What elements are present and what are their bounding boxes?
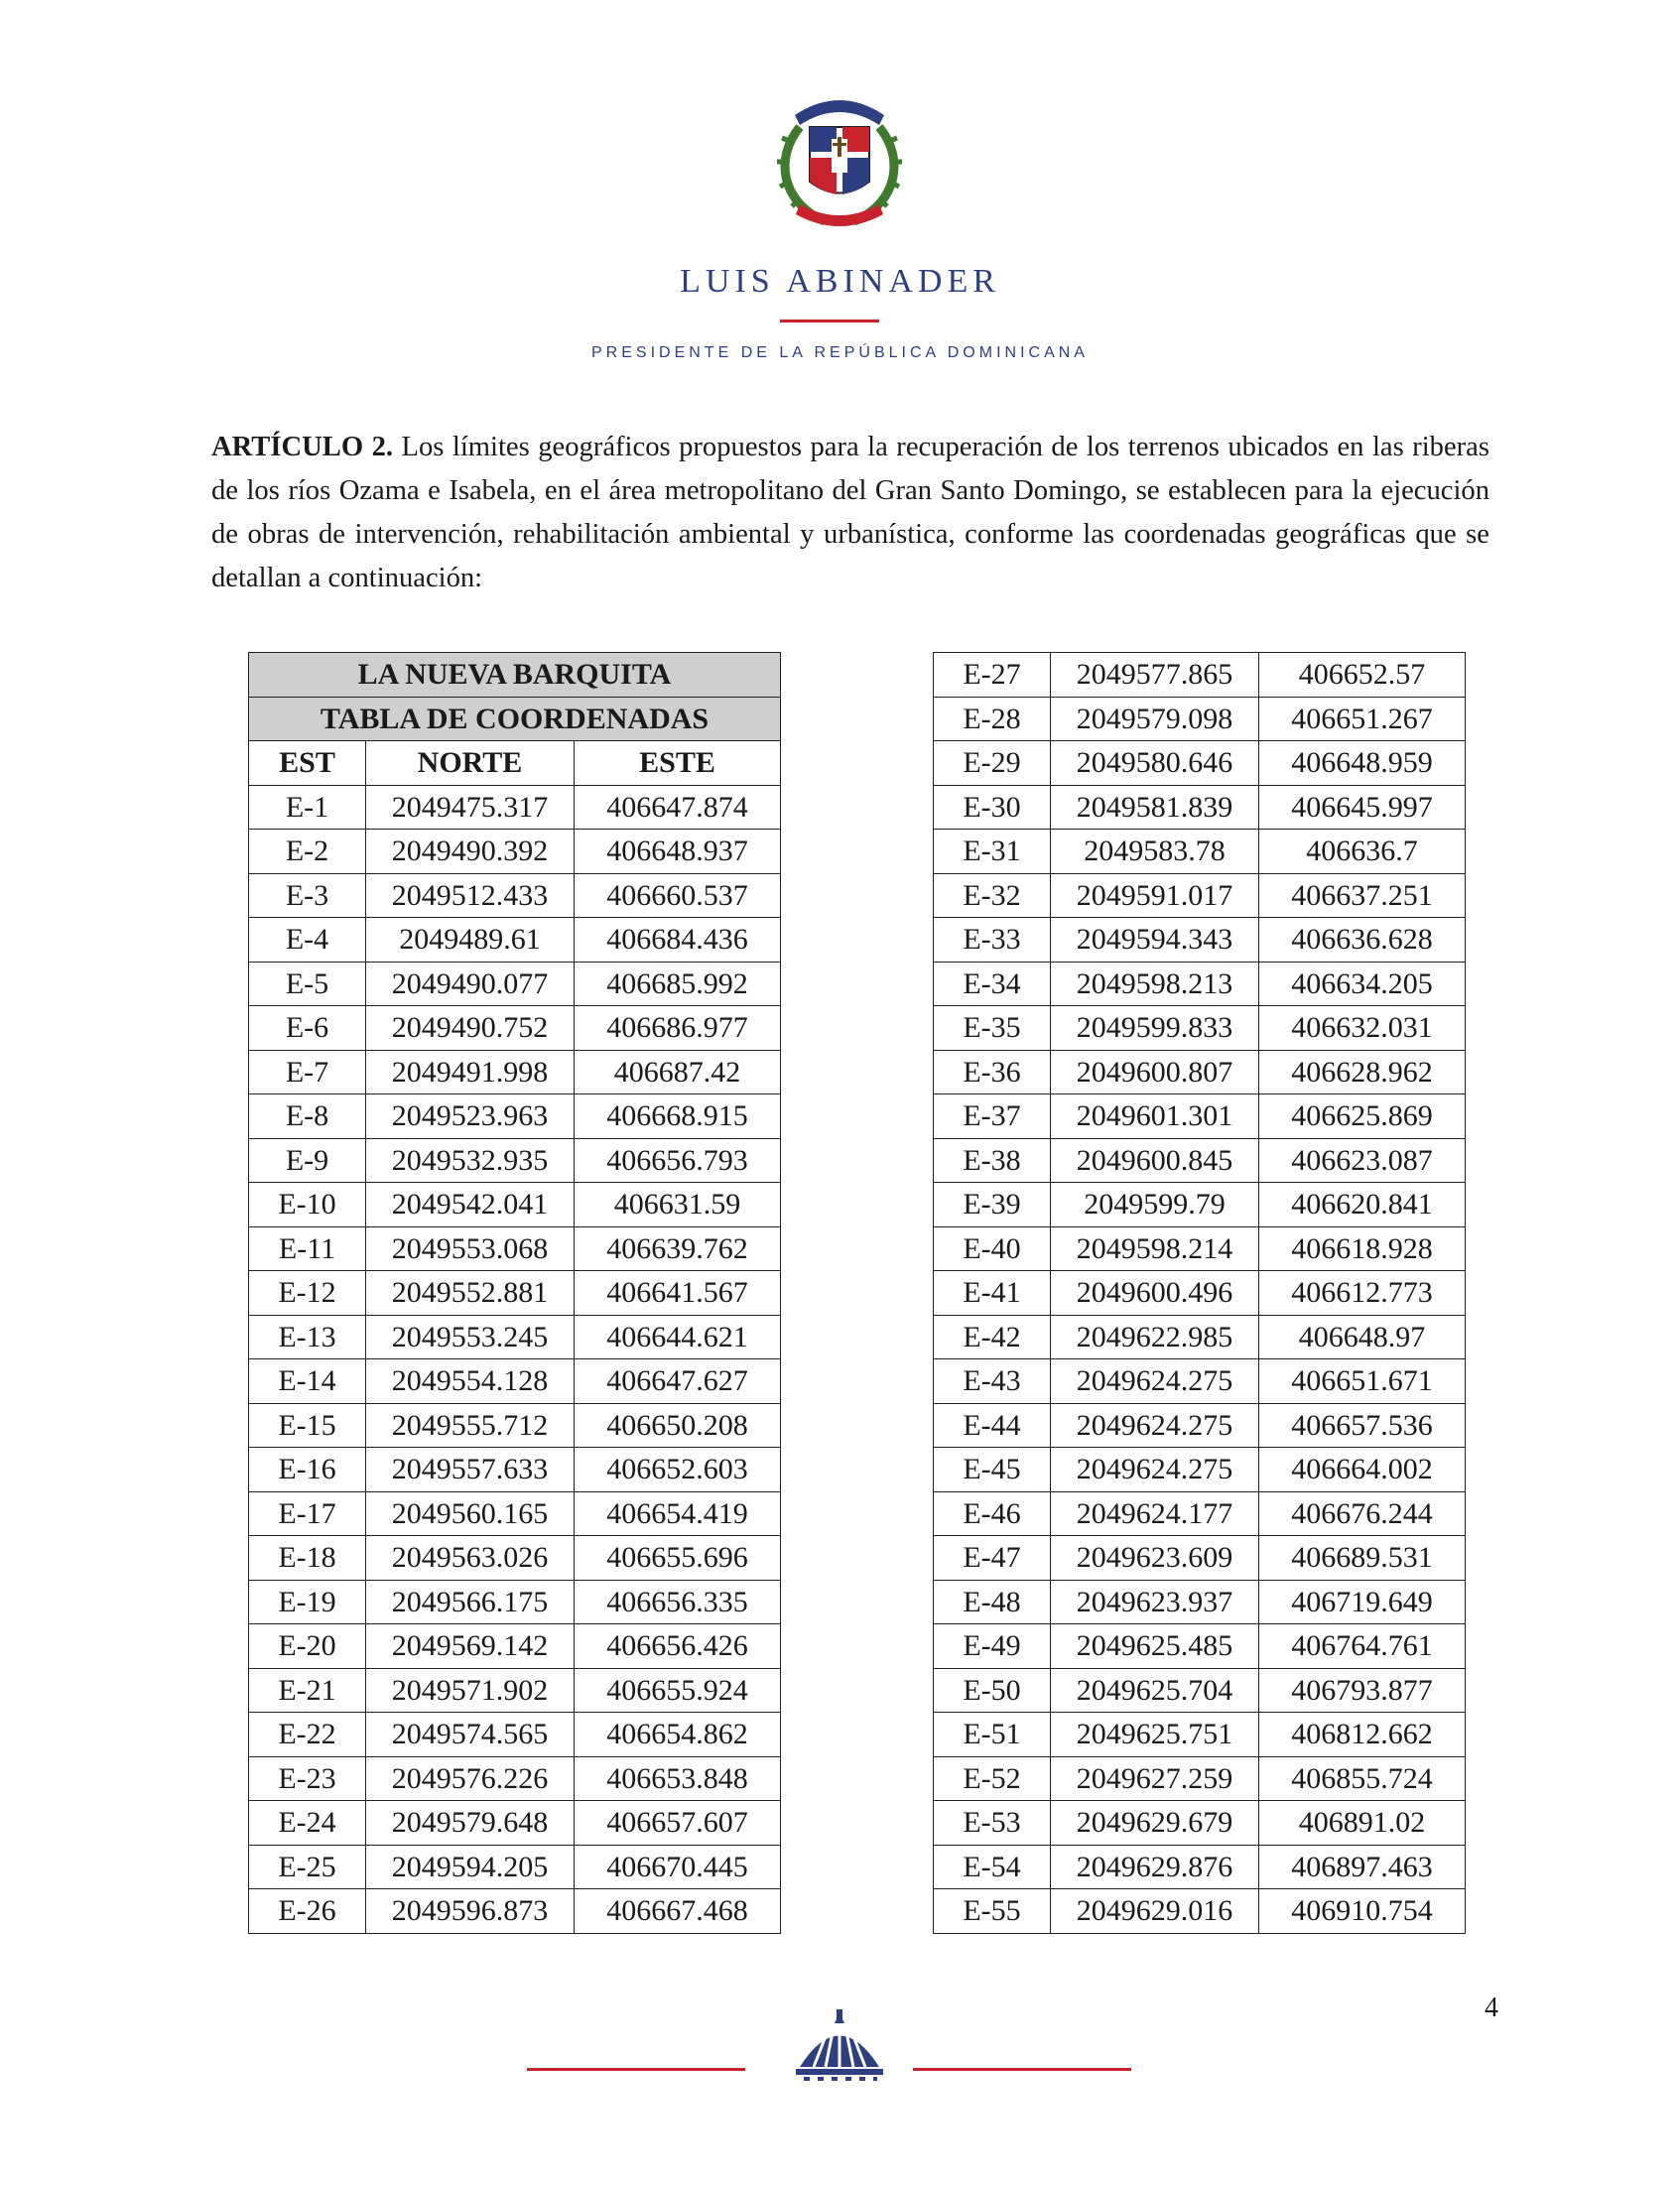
norte-cell: 2049563.026 (366, 1536, 575, 1581)
este-cell: 406653.848 (575, 1756, 781, 1801)
este-cell: 406623.087 (1259, 1138, 1466, 1183)
table-row (934, 873, 1466, 918)
table-row (934, 1315, 1466, 1359)
table-row (934, 697, 1466, 741)
norte-cell: 2049490.077 (366, 962, 575, 1006)
station-cell: E-13 (249, 1315, 366, 1359)
station-cell: E-24 (249, 1801, 366, 1846)
norte-cell: 2049489.61 (366, 918, 575, 963)
table-row (934, 1536, 1466, 1581)
table-row (249, 1403, 781, 1448)
station-cell: E-28 (934, 697, 1051, 741)
station-cell: E-21 (249, 1668, 366, 1713)
este-cell: 406655.924 (575, 1668, 781, 1713)
station-cell: E-40 (934, 1226, 1051, 1271)
station-cell: E-14 (249, 1359, 366, 1404)
table-row (249, 1624, 781, 1669)
norte-cell: 2049577.865 (1051, 653, 1259, 698)
norte-cell: 2049512.433 (366, 873, 575, 918)
norte-cell: 2049625.751 (1051, 1713, 1259, 1757)
este-cell: 406670.445 (575, 1845, 781, 1889)
station-cell: E-55 (934, 1889, 1051, 1934)
station-cell: E-36 (934, 1050, 1051, 1094)
norte-cell: 2049490.392 (366, 830, 575, 874)
norte-cell: 2049624.177 (1051, 1491, 1259, 1536)
norte-cell: 2049629.016 (1051, 1889, 1259, 1934)
column-header-norte: NORTE (366, 741, 575, 786)
station-cell: E-9 (249, 1138, 366, 1183)
este-cell: 406657.607 (575, 1801, 781, 1846)
table-row (249, 873, 781, 918)
table-row (249, 1138, 781, 1183)
coat-of-arms-logo (770, 87, 909, 236)
norte-cell: 2049490.752 (366, 1006, 575, 1051)
table-title: LA NUEVA BARQUITA (249, 653, 781, 698)
table-row (249, 1536, 781, 1581)
station-cell: E-12 (249, 1271, 366, 1316)
table-row (934, 1801, 1466, 1846)
table-row (934, 1226, 1466, 1271)
table-row (249, 1713, 781, 1757)
station-cell: E-31 (934, 830, 1051, 874)
este-cell: 406684.436 (575, 918, 781, 963)
este-cell: 406647.874 (575, 785, 781, 830)
este-cell: 406651.267 (1259, 697, 1466, 741)
table-row (934, 1271, 1466, 1316)
este-cell: 406652.603 (575, 1448, 781, 1492)
president-name: LUIS ABINADER (680, 263, 1000, 300)
norte-cell: 2049624.275 (1051, 1403, 1259, 1448)
norte-cell: 2049532.935 (366, 1138, 575, 1183)
station-cell: E-42 (934, 1315, 1051, 1359)
este-cell: 406632.031 (1259, 1006, 1466, 1051)
table-row (934, 830, 1466, 874)
station-cell: E-45 (934, 1448, 1051, 1492)
norte-cell: 2049598.213 (1051, 962, 1259, 1006)
station-cell: E-33 (934, 918, 1051, 963)
station-cell: E-52 (934, 1756, 1051, 1801)
norte-cell: 2049553.245 (366, 1315, 575, 1359)
este-cell: 406657.536 (1259, 1403, 1466, 1448)
station-cell: E-41 (934, 1271, 1051, 1316)
norte-cell: 2049623.937 (1051, 1580, 1259, 1624)
table-row (249, 830, 781, 874)
este-cell: 406634.205 (1259, 962, 1466, 1006)
name-underline-divider (780, 320, 879, 322)
este-cell: 406650.208 (575, 1403, 781, 1448)
norte-cell: 2049491.998 (366, 1050, 575, 1094)
station-cell: E-5 (249, 962, 366, 1006)
station-cell: E-22 (249, 1713, 366, 1757)
norte-cell: 2049579.648 (366, 1801, 575, 1846)
table-row (249, 1359, 781, 1404)
norte-cell: 2049580.646 (1051, 741, 1259, 786)
este-cell: 406656.426 (575, 1624, 781, 1669)
este-cell: 406637.251 (1259, 873, 1466, 918)
este-cell: 406687.42 (575, 1050, 781, 1094)
norte-cell: 2049566.175 (366, 1580, 575, 1624)
norte-cell: 2049475.317 (366, 785, 575, 830)
este-cell: 406628.962 (1259, 1050, 1466, 1094)
table-row (934, 1448, 1466, 1492)
article-lead: ARTÍCULO 2. (211, 431, 394, 462)
station-cell: E-8 (249, 1094, 366, 1139)
table-row (249, 1006, 781, 1051)
este-cell: 406897.463 (1259, 1845, 1466, 1889)
station-cell: E-2 (249, 830, 366, 874)
column-header-este: ESTE (575, 741, 781, 786)
norte-cell: 2049629.876 (1051, 1845, 1259, 1889)
norte-cell: 2049622.985 (1051, 1315, 1259, 1359)
station-cell: E-6 (249, 1006, 366, 1051)
station-cell: E-23 (249, 1756, 366, 1801)
este-cell: 406618.928 (1259, 1226, 1466, 1271)
norte-cell: 2049591.017 (1051, 873, 1259, 918)
norte-cell: 2049624.275 (1051, 1448, 1259, 1492)
norte-cell: 2049594.205 (366, 1845, 575, 1889)
este-cell: 406648.97 (1259, 1315, 1466, 1359)
table-row (934, 962, 1466, 1006)
station-cell: E-49 (934, 1624, 1051, 1669)
table-row (249, 1271, 781, 1316)
station-cell: E-50 (934, 1668, 1051, 1713)
station-cell: E-39 (934, 1183, 1051, 1227)
station-cell: E-37 (934, 1094, 1051, 1139)
table-row (249, 1491, 781, 1536)
station-cell: E-1 (249, 785, 366, 830)
este-cell: 406654.862 (575, 1713, 781, 1757)
column-header-est: EST (249, 741, 366, 786)
table-row (934, 1624, 1466, 1669)
table-row (934, 1403, 1466, 1448)
page-number: 4 (1485, 1992, 1498, 2023)
norte-cell: 2049555.712 (366, 1403, 575, 1448)
este-cell: 406660.537 (575, 873, 781, 918)
este-cell: 406891.02 (1259, 1801, 1466, 1846)
coordinates-table-right (933, 652, 1466, 1934)
table-row (249, 1226, 781, 1271)
este-cell: 406855.724 (1259, 1756, 1466, 1801)
este-cell: 406793.877 (1259, 1668, 1466, 1713)
station-cell: E-18 (249, 1536, 366, 1581)
este-cell: 406625.869 (1259, 1094, 1466, 1139)
station-cell: E-17 (249, 1491, 366, 1536)
norte-cell: 2049594.343 (1051, 918, 1259, 963)
station-cell: E-38 (934, 1138, 1051, 1183)
este-cell: 406631.59 (575, 1183, 781, 1227)
station-cell: E-15 (249, 1403, 366, 1448)
table-row (934, 1756, 1466, 1801)
table-row (934, 1889, 1466, 1934)
este-cell: 406636.7 (1259, 830, 1466, 874)
station-cell: E-27 (934, 653, 1051, 698)
norte-cell: 2049627.259 (1051, 1756, 1259, 1801)
station-cell: E-34 (934, 962, 1051, 1006)
table-row (934, 785, 1466, 830)
este-cell: 406636.628 (1259, 918, 1466, 963)
station-cell: E-29 (934, 741, 1051, 786)
station-cell: E-26 (249, 1889, 366, 1934)
table-row (934, 1580, 1466, 1624)
table-row (249, 1756, 781, 1801)
table-row (934, 653, 1466, 698)
station-cell: E-10 (249, 1183, 366, 1227)
norte-cell: 2049560.165 (366, 1491, 575, 1536)
table-subtitle: TABLA DE COORDENADAS (249, 697, 781, 741)
article-paragraph (211, 426, 1489, 600)
norte-cell: 2049552.881 (366, 1271, 575, 1316)
table-row (249, 1183, 781, 1227)
table-row (934, 1845, 1466, 1889)
este-cell: 406648.959 (1259, 741, 1466, 786)
table-row (934, 1491, 1466, 1536)
table-row (934, 918, 1466, 963)
table-row (934, 1006, 1466, 1051)
station-cell: E-46 (934, 1491, 1051, 1536)
norte-cell: 2049596.873 (366, 1889, 575, 1934)
table-row (934, 1668, 1466, 1713)
table-row (249, 1668, 781, 1713)
este-cell: 406620.841 (1259, 1183, 1466, 1227)
table-row (249, 918, 781, 963)
table-row (249, 785, 781, 830)
station-cell: E-3 (249, 873, 366, 918)
norte-cell: 2049579.098 (1051, 697, 1259, 741)
este-cell: 406655.696 (575, 1536, 781, 1581)
table-row (249, 1094, 781, 1139)
footer-divider-left (527, 2068, 745, 2071)
station-cell: E-47 (934, 1536, 1051, 1581)
table-row (249, 962, 781, 1006)
este-cell: 406651.671 (1259, 1359, 1466, 1404)
norte-cell: 2049576.226 (366, 1756, 575, 1801)
station-cell: E-25 (249, 1845, 366, 1889)
norte-cell: 2049542.041 (366, 1183, 575, 1227)
este-cell: 406647.627 (575, 1359, 781, 1404)
table-row (249, 1801, 781, 1846)
norte-cell: 2049623.609 (1051, 1536, 1259, 1581)
station-cell: E-51 (934, 1713, 1051, 1757)
station-cell: E-44 (934, 1403, 1051, 1448)
table-row (249, 1845, 781, 1889)
este-cell: 406685.992 (575, 962, 781, 1006)
table-row (249, 1889, 781, 1934)
norte-cell: 2049553.068 (366, 1226, 575, 1271)
este-cell: 406689.531 (1259, 1536, 1466, 1581)
station-cell: E-16 (249, 1448, 366, 1492)
este-cell: 406719.649 (1259, 1580, 1466, 1624)
station-cell: E-20 (249, 1624, 366, 1669)
station-cell: E-19 (249, 1580, 366, 1624)
este-cell: 406910.754 (1259, 1889, 1466, 1934)
station-cell: E-32 (934, 873, 1051, 918)
president-title: PRESIDENTE DE LA REPÚBLICA DOMINICANA (591, 344, 1089, 361)
station-cell: E-11 (249, 1226, 366, 1271)
este-cell: 406641.567 (575, 1271, 781, 1316)
este-cell: 406656.793 (575, 1138, 781, 1183)
este-cell: 406664.002 (1259, 1448, 1466, 1492)
station-cell: E-7 (249, 1050, 366, 1094)
este-cell: 406668.915 (575, 1094, 781, 1139)
station-cell: E-54 (934, 1845, 1051, 1889)
este-cell: 406656.335 (575, 1580, 781, 1624)
station-cell: E-4 (249, 918, 366, 963)
left-table-body (249, 785, 781, 1933)
table-row (934, 1050, 1466, 1094)
norte-cell: 2049625.704 (1051, 1668, 1259, 1713)
norte-cell: 2049581.839 (1051, 785, 1259, 830)
coordinates-table-left (248, 652, 781, 1934)
norte-cell: 2049523.963 (366, 1094, 575, 1139)
este-cell: 406652.57 (1259, 653, 1466, 698)
norte-cell: 2049600.496 (1051, 1271, 1259, 1316)
national-palace-dome-icon (780, 2009, 899, 2089)
station-cell: E-53 (934, 1801, 1051, 1846)
table-row (934, 1094, 1466, 1139)
table-row (934, 741, 1466, 786)
table-row (934, 1359, 1466, 1404)
este-cell: 406812.662 (1259, 1713, 1466, 1757)
station-cell: E-35 (934, 1006, 1051, 1051)
station-cell: E-43 (934, 1359, 1051, 1404)
norte-cell: 2049598.214 (1051, 1226, 1259, 1271)
norte-cell: 2049599.79 (1051, 1183, 1259, 1227)
norte-cell: 2049569.142 (366, 1624, 575, 1669)
norte-cell: 2049601.301 (1051, 1094, 1259, 1139)
table-row (249, 1580, 781, 1624)
norte-cell: 2049554.128 (366, 1359, 575, 1404)
norte-cell: 2049574.565 (366, 1713, 575, 1757)
este-cell: 406667.468 (575, 1889, 781, 1934)
footer-divider-right (913, 2068, 1131, 2071)
norte-cell: 2049583.78 (1051, 830, 1259, 874)
table-row (249, 1315, 781, 1359)
este-cell: 406654.419 (575, 1491, 781, 1536)
table-row (934, 1183, 1466, 1227)
norte-cell: 2049600.845 (1051, 1138, 1259, 1183)
station-cell: E-30 (934, 785, 1051, 830)
este-cell: 406612.773 (1259, 1271, 1466, 1316)
table-row (934, 1713, 1466, 1757)
norte-cell: 2049557.633 (366, 1448, 575, 1492)
norte-cell: 2049599.833 (1051, 1006, 1259, 1051)
norte-cell: 2049624.275 (1051, 1359, 1259, 1404)
este-cell: 406676.244 (1259, 1491, 1466, 1536)
este-cell: 406644.621 (575, 1315, 781, 1359)
norte-cell: 2049600.807 (1051, 1050, 1259, 1094)
norte-cell: 2049571.902 (366, 1668, 575, 1713)
norte-cell: 2049625.485 (1051, 1624, 1259, 1669)
station-cell: E-48 (934, 1580, 1051, 1624)
table-row (934, 1138, 1466, 1183)
este-cell: 406648.937 (575, 830, 781, 874)
este-cell: 406639.762 (575, 1226, 781, 1271)
norte-cell: 2049629.679 (1051, 1801, 1259, 1846)
right-table-body (934, 653, 1466, 1934)
este-cell: 406645.997 (1259, 785, 1466, 830)
este-cell: 406764.761 (1259, 1624, 1466, 1669)
table-row (249, 1448, 781, 1492)
este-cell: 406686.977 (575, 1006, 781, 1051)
article-body: Los límites geográficos propuestos para la recuperación de los terrenos ubicados en las riberas de los ríos Ozama e Isabela, en el área metropolitano del Gran Santo Domingo, se establecen para la ejecución de obras de intervención, rehabilitación ambiental y urbanística, conforme las coordenadas geográficas que se detallan a continuación: (211, 431, 1490, 593)
table-row (249, 1050, 781, 1094)
